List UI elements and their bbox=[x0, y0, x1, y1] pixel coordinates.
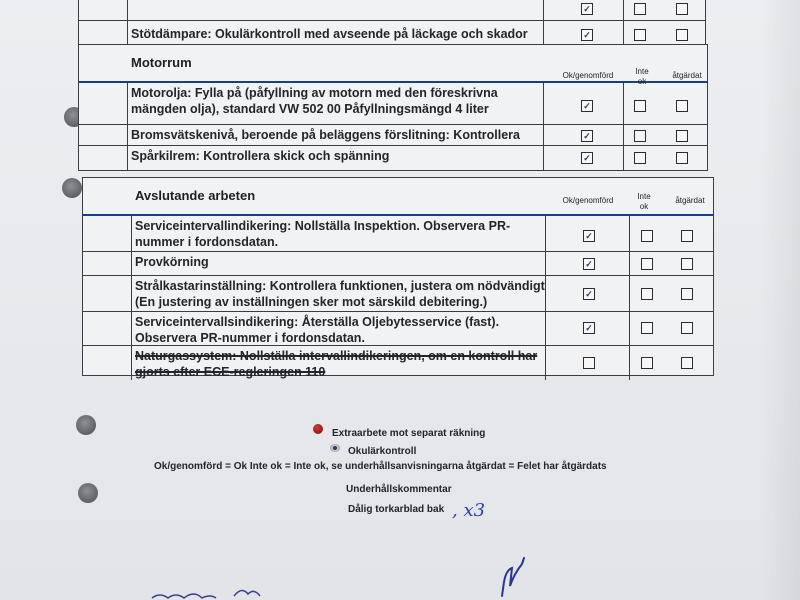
previous-section-table bbox=[78, 0, 706, 48]
checkbox-fixed[interactable] bbox=[676, 152, 688, 164]
page-edge-shadow bbox=[760, 0, 800, 600]
checkbox-ok[interactable]: ✓ bbox=[581, 29, 593, 41]
signature-scribble bbox=[488, 552, 538, 600]
column-divider bbox=[629, 216, 630, 251]
checkbox-not-ok[interactable] bbox=[634, 130, 646, 142]
legend-visual-check: Okulärkontroll bbox=[348, 446, 417, 457]
column-divider bbox=[629, 276, 630, 311]
handwritten-date-scribble bbox=[150, 584, 270, 600]
checkbox-not-ok[interactable] bbox=[641, 258, 653, 270]
checkbox-fixed[interactable] bbox=[681, 357, 693, 369]
comment-text: Dålig torkarblad bak bbox=[348, 504, 445, 515]
row-lead-cell bbox=[83, 216, 132, 251]
checkbox-ok[interactable] bbox=[583, 357, 595, 369]
column-divider bbox=[629, 252, 630, 275]
checkbox-ok[interactable]: ✓ bbox=[581, 100, 593, 112]
column-header-not-ok-line1: Inte bbox=[635, 67, 649, 76]
row-lead-cell bbox=[79, 146, 128, 170]
checkbox-fixed[interactable] bbox=[681, 322, 693, 334]
table-row bbox=[83, 216, 713, 252]
row-lead-cell bbox=[79, 0, 128, 20]
checkbox-not-ok[interactable] bbox=[634, 100, 646, 112]
row-text: Motorolja: Fylla på (påfyllning av motorn med den föreskrivna mängden olja), standard VW 502 00 Påfyllningsmängd 4 liter bbox=[131, 86, 498, 116]
comment-heading: Underhållskommentar bbox=[346, 484, 452, 495]
column-divider bbox=[623, 125, 624, 145]
table-row bbox=[83, 276, 713, 312]
avslutande-table bbox=[82, 177, 714, 379]
checkbox-fixed[interactable] bbox=[676, 29, 688, 41]
checkbox-fixed[interactable] bbox=[676, 3, 688, 15]
motorrum-table bbox=[78, 44, 708, 171]
table-row bbox=[83, 252, 713, 276]
column-header-not-ok-line2: ok bbox=[639, 202, 649, 211]
binder-hole bbox=[76, 415, 96, 435]
column-header-not-ok-line1: Inte bbox=[637, 192, 651, 201]
column-divider bbox=[629, 346, 630, 380]
column-divider bbox=[545, 216, 546, 251]
extra-work-red-dot-icon bbox=[313, 424, 323, 434]
row-lead-cell bbox=[79, 125, 128, 145]
row-text: Serviceintervallsindikering: Återställa Oljebytesservice (fast). Observera PR-nummer i fordonsdatan. bbox=[135, 315, 500, 345]
legend-extra-work: Extraarbete mot separat räkning bbox=[332, 428, 486, 439]
column-divider bbox=[623, 83, 624, 124]
column-divider bbox=[545, 276, 546, 311]
row-text: Bromsvätskenivå, beroende på beläggens förslitning: Kontrollera bbox=[131, 128, 520, 142]
column-divider bbox=[543, 125, 544, 145]
column-divider bbox=[543, 146, 544, 170]
table-row bbox=[79, 83, 707, 125]
row-text: Provkörning bbox=[135, 255, 209, 269]
checkbox-ok[interactable]: ✓ bbox=[581, 3, 593, 15]
checkbox-fixed[interactable] bbox=[681, 288, 693, 300]
checkbox-fixed[interactable] bbox=[676, 130, 688, 142]
table-row bbox=[83, 312, 713, 346]
binder-hole bbox=[78, 483, 98, 503]
table-row bbox=[79, 146, 707, 170]
column-header-not-ok bbox=[629, 192, 659, 212]
checkbox-ok[interactable]: ✓ bbox=[581, 130, 593, 142]
checkbox-not-ok[interactable] bbox=[641, 357, 653, 369]
checkbox-not-ok[interactable] bbox=[634, 3, 646, 15]
checkbox-ok[interactable]: ✓ bbox=[583, 322, 595, 334]
column-divider bbox=[623, 146, 624, 170]
column-header-ok: Ok/genomförd bbox=[562, 71, 614, 80]
column-divider bbox=[629, 312, 630, 345]
section-title: Avslutande arbeten bbox=[135, 188, 256, 203]
checkbox-not-ok[interactable] bbox=[641, 230, 653, 242]
row-text: Spårkilrem: Kontrollera skick och spänning bbox=[131, 149, 390, 163]
row-text: Serviceintervallindikering: Nollställa Inspektion. Observera PR-nummer i fordonsdatan. bbox=[135, 219, 511, 249]
column-header-not-ok-line2: ok bbox=[637, 77, 647, 86]
table-row bbox=[79, 0, 705, 21]
row-text: Stötdämpare: Okulärkontroll med avseende på läckage och skador bbox=[131, 27, 528, 41]
eye-icon bbox=[330, 444, 340, 452]
checkbox-ok[interactable]: ✓ bbox=[583, 230, 595, 242]
column-header-fixed: åtgärdat bbox=[672, 71, 702, 80]
row-text-struck: Naturgassystem: Nollställa intervallindikeringen, om en kontroll har gjorts efter ECE-regleringen 110 bbox=[135, 349, 538, 379]
row-text: Strålkastarinställning: Kontrollera funktionen, justera om nödvändigt (En justering av inställningen sker mot särskild debitering.) bbox=[135, 279, 545, 309]
checkbox-not-ok[interactable] bbox=[641, 288, 653, 300]
column-divider bbox=[623, 0, 624, 20]
section-title: Motorrum bbox=[131, 55, 192, 70]
column-header-ok: Ok/genomförd bbox=[562, 196, 614, 205]
table-row bbox=[83, 346, 713, 380]
checkbox-fixed[interactable] bbox=[676, 100, 688, 112]
column-divider bbox=[543, 83, 544, 124]
table-header bbox=[83, 178, 713, 216]
table-row bbox=[79, 125, 707, 146]
column-divider bbox=[543, 0, 544, 20]
table-header bbox=[79, 45, 707, 86]
checkbox-fixed[interactable] bbox=[681, 230, 693, 242]
column-divider bbox=[545, 252, 546, 275]
column-divider bbox=[545, 346, 546, 380]
legend-explanation: Ok/genomförd = Ok Inte ok = Inte ok, se underhållsanvisningarna åtgärdat = Felet har åtgärdats bbox=[154, 461, 607, 472]
column-header-fixed: åtgärdat bbox=[675, 196, 705, 205]
column-divider bbox=[545, 312, 546, 345]
row-lead-cell bbox=[83, 346, 132, 380]
checkbox-ok[interactable]: ✓ bbox=[583, 288, 595, 300]
checkbox-ok[interactable]: ✓ bbox=[583, 258, 595, 270]
row-lead-cell bbox=[83, 312, 132, 345]
binder-hole bbox=[62, 178, 82, 198]
checkbox-fixed[interactable] bbox=[681, 258, 693, 270]
row-lead-cell bbox=[83, 252, 132, 275]
checkbox-not-ok[interactable] bbox=[634, 29, 646, 41]
handwritten-note: , x3 bbox=[452, 500, 486, 521]
row-lead-cell bbox=[83, 276, 132, 311]
checkbox-not-ok[interactable] bbox=[641, 322, 653, 334]
checkbox-ok[interactable]: ✓ bbox=[581, 152, 593, 164]
row-lead-cell bbox=[79, 83, 128, 124]
checkbox-not-ok[interactable] bbox=[634, 152, 646, 164]
